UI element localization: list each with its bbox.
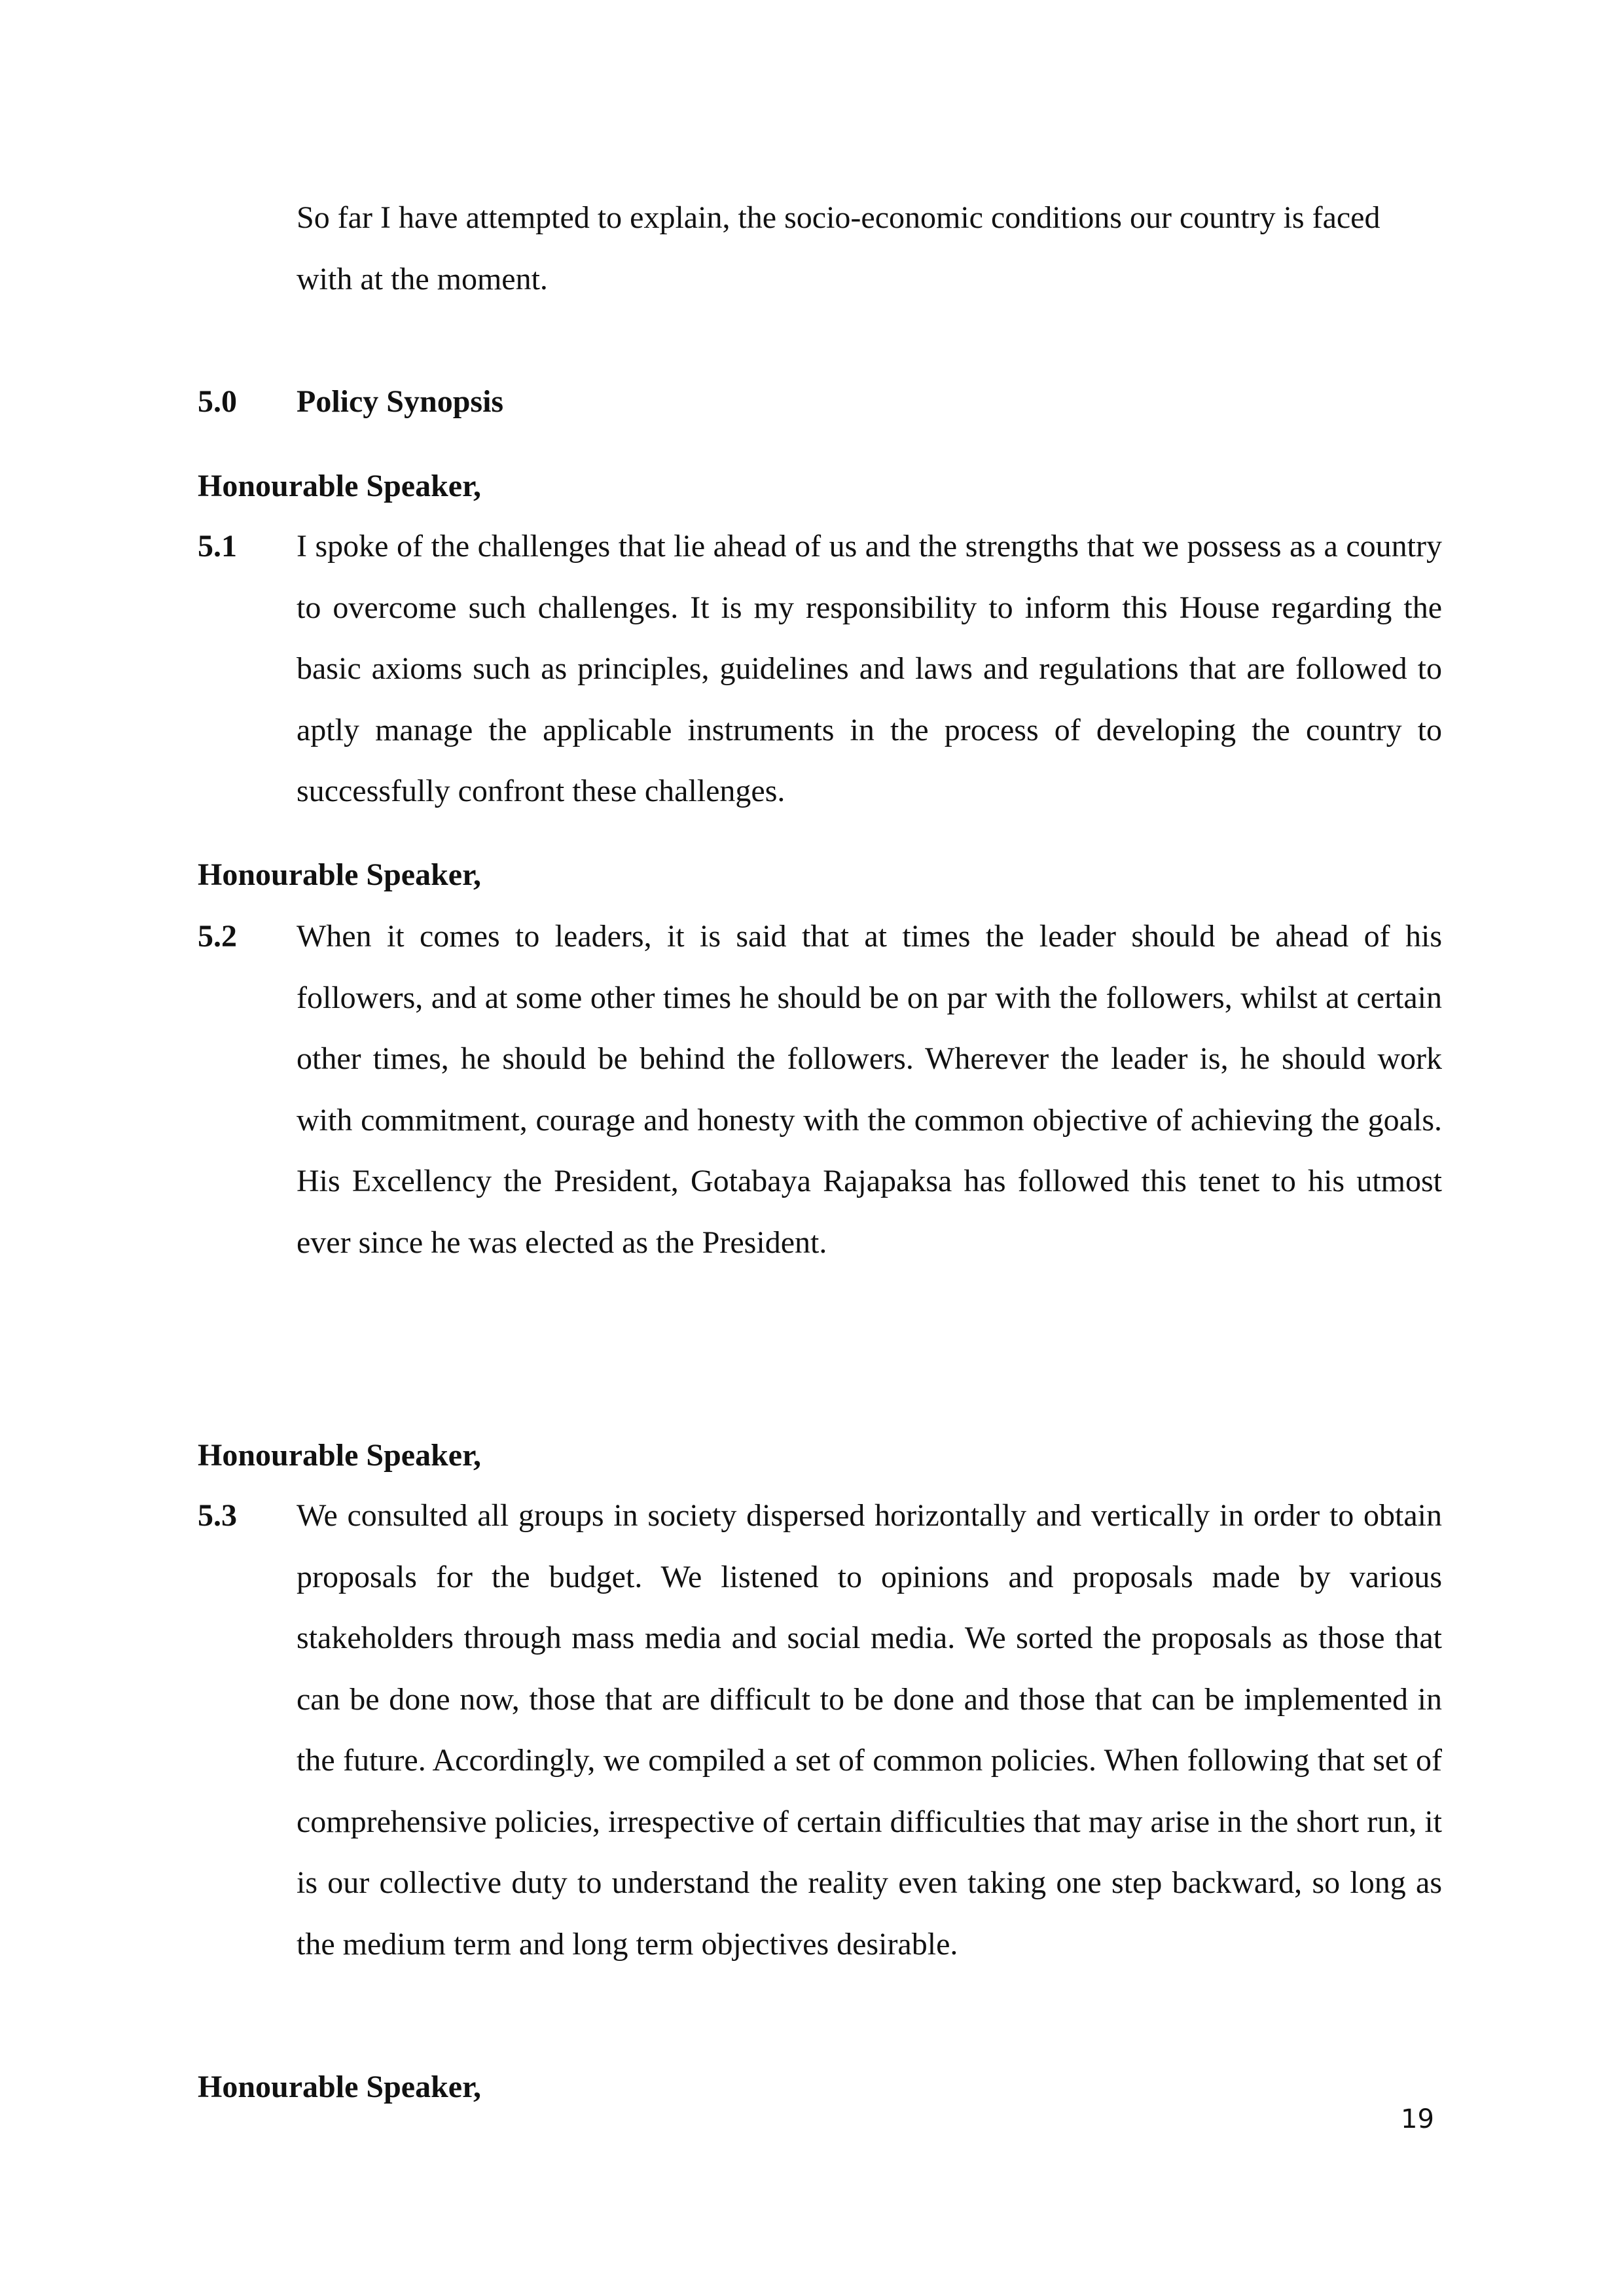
salutation-3: Honourable Speaker, xyxy=(198,1438,481,1473)
paragraph-number-5-1: 5.1 xyxy=(198,529,237,564)
page-number: 19 xyxy=(1401,2104,1434,2134)
paragraph-5-2: When it comes to leaders, it is said that at times the leader should be ahead of his followers, and at some other times he should be on par with the followers, whilst at certain other times, he should be behind the followers. Wherever the leader is, he should work with commitment, courage and honesty with the common objective of achieving the goals. His Excellency the President, Gotabaya Rajapaksa has followed this tenet to his utmost ever since he was elected as the President. xyxy=(297,919,1442,1260)
paragraph-5-3: We consulted all groups in society dispersed horizontally and vertically in order to obtain proposals for the budget. We listened to opinions and proposals made by various stakeholders through mass media and social media. We sorted the proposals as those that can be done now, those that are difficult to be done and those that can be implemented in the future. Accordingly, we compiled a set of common policies. When following that set of comprehensive policies, irrespective of certain difficulties that may arise in the short run, it is our collective duty to understand the reality even taking one step backward, so long as the medium term and long term objectives desirable. xyxy=(297,1498,1442,1962)
intro-paragraph: So far I have attempted to explain, the socio-economic conditions our country is faced with at the moment. xyxy=(297,200,1380,296)
paragraph-number-5-2: 5.2 xyxy=(198,919,237,954)
salutation-4: Honourable Speaker, xyxy=(198,2070,481,2104)
paragraph-5-1: I spoke of the challenges that lie ahead of us and the strengths that we possess as a country to overcome such challenges. It is my responsibility to inform this House regarding the basic axioms such as principles, guidelines and laws and regulations that are followed to aptly manage the applicable instruments in the process of developing the country to successfully confront these challenges. xyxy=(297,529,1442,808)
paragraph-number-5-3: 5.3 xyxy=(198,1498,237,1533)
salutation-2: Honourable Speaker, xyxy=(198,857,481,892)
salutation-1: Honourable Speaker, xyxy=(198,469,481,503)
section-title: Policy Synopsis xyxy=(297,384,504,419)
section-number: 5.0 xyxy=(198,384,237,419)
